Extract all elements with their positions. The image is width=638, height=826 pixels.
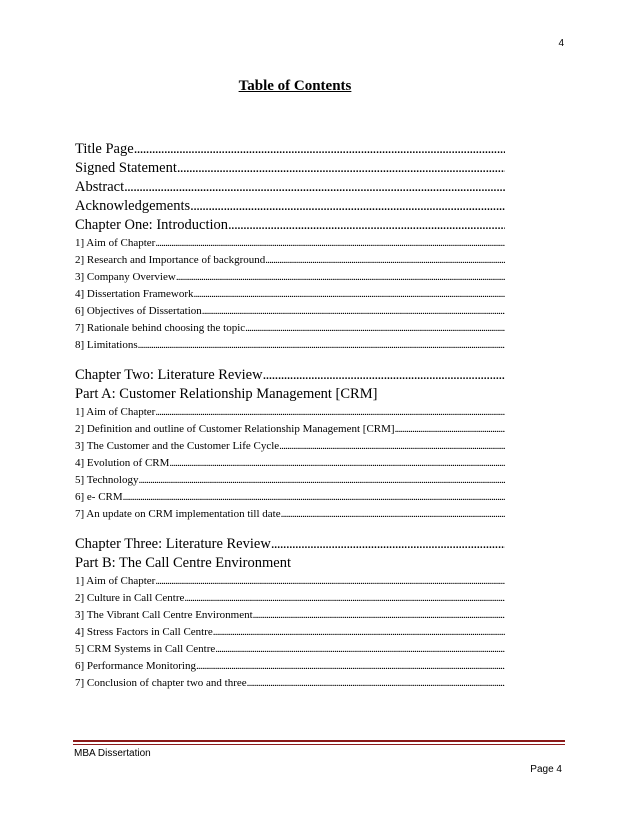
toc-entry-abstract[interactable]: Abstract ..... [75, 178, 505, 197]
toc-item[interactable]: 3] The Customer and the Customer Life Cycle ..... [75, 438, 505, 455]
toc-item[interactable]: 8] Limitations ..... [75, 337, 505, 354]
toc-chapter-two[interactable]: Chapter Two: Literature Review ..... [75, 366, 505, 385]
toc-item[interactable]: 3] The Vibrant Call Centre Environment ..... [75, 607, 505, 624]
toc-part-b: Part B: The Call Centre Environment [75, 555, 291, 571]
footer-page-number: Page 4 [530, 764, 562, 775]
toc-part-a: Part A: Customer Relationship Management [CRM] [75, 386, 378, 402]
toc-entry-signed-statement[interactable]: Signed Statement ..... [75, 159, 505, 178]
toc-item[interactable]: 5] Technology ..... [75, 472, 505, 489]
page-title: Table of Contents [238, 78, 352, 94]
toc-item[interactable]: 5] CRM Systems in Call Centre ..... [75, 641, 505, 658]
toc-item[interactable]: 1] Aim of Chapter ..... [75, 404, 505, 421]
toc-item[interactable]: 7] An update on CRM implementation till date ..... [75, 506, 505, 523]
toc-item[interactable]: 4] Dissertation Framework ..... [75, 286, 505, 303]
toc-item[interactable]: 1] Aim of Chapter ..... [75, 235, 505, 252]
footer-document-name: MBA Dissertation [74, 748, 151, 759]
toc-item[interactable]: 2] Research and Importance of background ..... [75, 252, 505, 269]
toc-item[interactable]: 2] Culture in Call Centre ..... [75, 590, 505, 607]
toc-item[interactable]: 6] Objectives of Dissertation ..... [75, 303, 505, 320]
toc-item[interactable]: 7] Conclusion of chapter two and three ..... [75, 675, 505, 692]
table-of-contents [75, 140, 505, 692]
toc-item[interactable]: 7] Rationale behind choosing the topic ..... [75, 320, 505, 337]
toc-item[interactable]: 6] Performance Monitoring ..... [75, 658, 505, 675]
footer-divider [73, 740, 565, 745]
toc-item[interactable]: 1] Aim of Chapter ..... [75, 573, 505, 590]
toc-entry-acknowledgements[interactable]: Acknowledgements ..... [75, 197, 505, 216]
toc-item[interactable]: 3] Company Overview ..... [75, 269, 505, 286]
toc-chapter-three[interactable]: Chapter Three: Literature Review ..... [75, 535, 505, 554]
toc-item[interactable]: 6] e- CRM ..... [75, 489, 505, 506]
toc-entry-title-page[interactable]: Title Page ..... [75, 140, 505, 159]
toc-item[interactable]: 4] Evolution of CRM ..... [75, 455, 505, 472]
toc-item[interactable]: 2] Definition and outline of Customer Relationship Management [CRM] ..... [75, 421, 505, 438]
toc-chapter-one[interactable]: Chapter One: Introduction ..... [75, 216, 505, 235]
toc-item[interactable]: 4] Stress Factors in Call Centre ..... [75, 624, 505, 641]
header-page-number: 4 [558, 38, 564, 49]
